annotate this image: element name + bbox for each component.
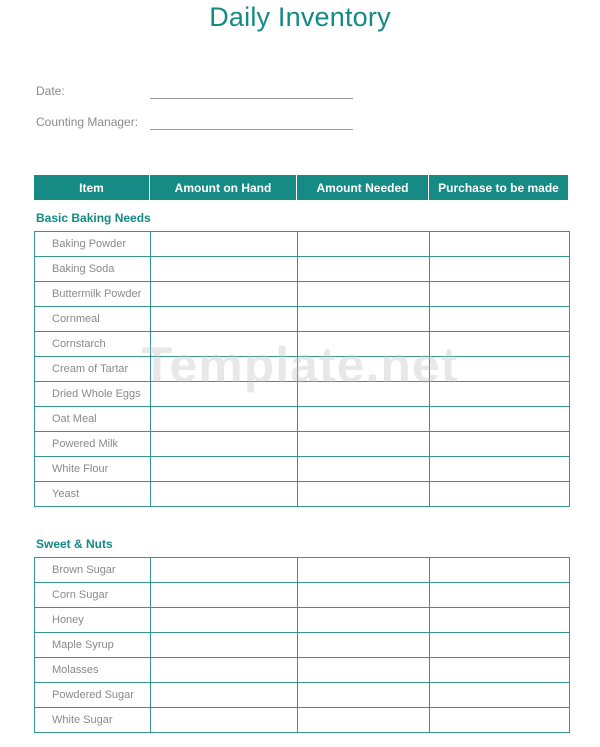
item-name: Maple Syrup [35,633,151,658]
table-row [35,683,570,708]
item-name: Oat Meal [35,407,151,432]
table-row [35,257,570,282]
amount-needed-cell[interactable] [298,658,430,683]
amount-needed-cell[interactable] [298,257,430,282]
purchase-cell[interactable] [430,282,570,307]
column-header-purchase: Purchase to be made [438,180,559,195]
purchase-cell[interactable] [430,382,570,407]
purchase-cell[interactable] [430,683,570,708]
counting-manager-label: Counting Manager: [36,115,139,129]
item-name: White Flour [35,457,151,482]
amount-on-hand-cell[interactable] [151,708,298,733]
table-row [35,407,570,432]
amount-needed-cell[interactable] [298,307,430,332]
amount-needed-cell[interactable] [298,583,430,608]
amount-on-hand-cell[interactable] [151,482,298,507]
amount-needed-cell[interactable] [298,457,430,482]
amount-on-hand-cell[interactable] [151,332,298,357]
date-label: Date: [36,84,65,98]
item-name: Buttermilk Powder [35,282,151,307]
amount-needed-cell[interactable] [298,232,430,257]
table-row [35,307,570,332]
table-row [35,432,570,457]
column-header-amount-needed: Amount Needed [297,175,429,200]
item-name: Molasses [35,658,151,683]
item-name: Cream of Tartar [35,357,151,382]
amount-on-hand-cell[interactable] [151,232,298,257]
table-header [34,175,568,200]
amount-on-hand-cell[interactable] [151,382,298,407]
basic-baking-table [34,231,570,507]
table-row [35,332,570,357]
table-row [35,708,570,733]
amount-needed-cell[interactable] [298,357,430,382]
table-row [35,633,570,658]
item-name: White Sugar [35,708,151,733]
column-header-item: Item [34,175,150,200]
item-name: Powdered Sugar [35,683,151,708]
table-row [35,583,570,608]
amount-on-hand-cell[interactable] [151,658,298,683]
amount-on-hand-cell[interactable] [151,282,298,307]
purchase-cell[interactable] [430,457,570,482]
item-name: Cornmeal [35,307,151,332]
page-title: Daily Inventory [209,2,391,32]
amount-on-hand-cell[interactable] [151,583,298,608]
amount-needed-cell[interactable] [298,282,430,307]
amount-on-hand-cell[interactable] [151,633,298,658]
item-name: Baking Powder [35,232,151,257]
amount-on-hand-cell[interactable] [151,307,298,332]
table-row [35,658,570,683]
amount-needed-cell[interactable] [298,608,430,633]
purchase-cell[interactable] [430,708,570,733]
section-title-basic-baking: Basic Baking Needs [36,211,151,225]
purchase-cell[interactable] [430,482,570,507]
table-row [35,282,570,307]
amount-needed-cell[interactable] [298,633,430,658]
column-header-amount-on-hand: Amount on Hand [150,175,297,200]
table-row [35,482,570,507]
amount-needed-cell[interactable] [298,407,430,432]
amount-on-hand-cell[interactable] [151,357,298,382]
watermark: Template.net [141,337,459,393]
amount-on-hand-cell[interactable] [151,257,298,282]
item-name: Corn Sugar [35,583,151,608]
amount-on-hand-cell[interactable] [151,432,298,457]
item-name: Yeast [35,482,151,507]
amount-needed-cell[interactable] [298,482,430,507]
purchase-cell[interactable] [430,608,570,633]
item-name: Brown Sugar [35,558,151,583]
amount-needed-cell[interactable] [298,708,430,733]
purchase-cell[interactable] [430,307,570,332]
purchase-cell[interactable] [430,357,570,382]
amount-needed-cell[interactable] [298,382,430,407]
item-name: Honey [35,608,151,633]
purchase-cell[interactable] [430,658,570,683]
amount-on-hand-cell[interactable] [151,608,298,633]
table-row [35,457,570,482]
amount-needed-cell[interactable] [298,558,430,583]
section-title-sweet-nuts: Sweet & Nuts [36,537,113,551]
sweet-nuts-table [34,557,570,733]
amount-needed-cell[interactable] [298,332,430,357]
date-field[interactable] [150,98,353,99]
amount-on-hand-cell[interactable] [151,683,298,708]
amount-on-hand-cell[interactable] [151,558,298,583]
table-row [35,382,570,407]
item-name: Cornstarch [35,332,151,357]
purchase-cell[interactable] [430,232,570,257]
item-name: Dried Whole Eggs [35,382,151,407]
purchase-cell[interactable] [430,558,570,583]
table-row [35,232,570,257]
purchase-cell[interactable] [430,257,570,282]
amount-on-hand-cell[interactable] [151,457,298,482]
counting-manager-field[interactable] [150,129,353,130]
amount-needed-cell[interactable] [298,683,430,708]
item-name: Powered Milk [35,432,151,457]
table-row [35,558,570,583]
table-row [35,608,570,633]
purchase-cell[interactable] [430,332,570,357]
item-name: Baking Soda [35,257,151,282]
purchase-cell[interactable] [430,633,570,658]
table-row [35,357,570,382]
purchase-cell[interactable] [430,583,570,608]
amount-on-hand-cell[interactable] [151,407,298,432]
purchase-cell[interactable] [430,432,570,457]
amount-needed-cell[interactable] [298,432,430,457]
purchase-cell[interactable] [430,407,570,432]
